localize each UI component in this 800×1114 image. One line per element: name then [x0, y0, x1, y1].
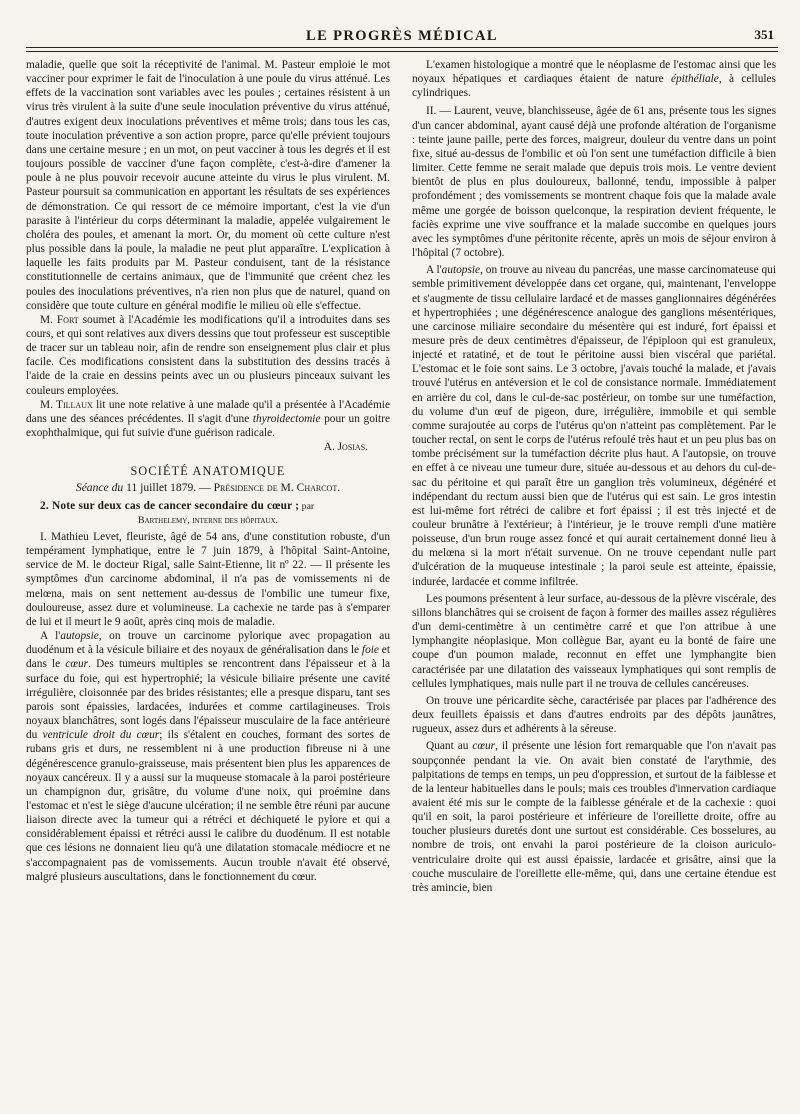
- heart-paragraph: [412, 739, 776, 895]
- histology-paragraph: [412, 58, 776, 100]
- session-line: [26, 481, 390, 495]
- pasteur-paragraph: maladie, quelle que soit la réceptivité de l'animal. M. Pasteur emploie le mot vacciner pour exprimer le fait de l'inoculation à une poule du virus atténué. Les effets de la vaccination sont variables avec les poules ; certaines résistent à un virus très virulent à la suite d'une seule inoculation préventive du virus atténué, d'autres exigent deux inoculations préventives et même trois; dans tous les cas, toute inoculation préventive a son action propre, parce qu'elle prévient toujours dans une certaine mesure ; en un mot, on peut vacciner à tous les degrés et il est toujours possible de vacciner d'une façon complète, c'est-à-dire d'amener la poule à ne plus pouvoir recevoir aucune atteinte du virus le plus virulent. M. Pasteur poursuit sa communication en apportant les résultats de ses expériences de démonstration. Ce qui ressort de ce mémoire important, c'est la vie d'un parasite à l'intérieur du corps déterminant la maladie, appelée vulgairement le choléra des poules, et amenant la mort. Or, du moment où cette culture n'est plus possible dans la poule, la maladie ne peut plut apparaître. L'explication à laquelle les faits produits par M. Pasteur conduisent, tant de la résistance constitutionnelle de certains animaux, que de l'immunité que créent chez les poules des inoculations préventives, n'a rien non plus que de naturel, quand on considère que toute culture en général modifie le milieu où elle s'effectue.: [26, 59, 390, 312]
- section-heading: SOCIÉTÉ ANATOMIQUE: [130, 464, 286, 479]
- paragraph-text: , à cellules cylindriques.: [412, 73, 776, 100]
- running-header: [26, 22, 778, 46]
- note-title: [26, 499, 390, 514]
- page-number: 351: [754, 27, 774, 42]
- session-president: 1879. — Présidence de M. Charcot.: [167, 480, 341, 494]
- paragraph-text: A l': [426, 264, 442, 277]
- paragraph-text: , on trouve au niveau du pancréas, une masse carcinomateuse qui semble primitivement développée dans cet organe, qui, maintenant, l'enveloppe et s'augmente de tissu cellulaire lardacé et de masses ganglionnaires dégénérées et hypertrophiées ; une dégénérescence analogue des ganglions mésentériques, une carcinose miliaire secondaire du mésentère qui est induré, fort épaissi et mesure près de deux centimètres d'épaisseur, de l'épiploon qui est granuleux, injecté et ratatiné, et de tout le péritoine aussi bien viscéral que pariétal. L'estomac et le foie sont sains. Le 3 octobre, j'avais touché la malade, et j'avais trouvé l'utérus en antéversion et le col de consistance normale. Immédiatement en arrière du col, dans le cul-de-sac postérieur, on tombe sur une tuméfaction, du volume d'un œuf de pigeon, dure, irrégulière, immobile et qui semble comme surajoutée au corps de l'utérus qu'on n'atteint pas complètement. Par le toucher rectal, on sent le corps de l'utérus refoulé très haut et un peu plus bas on tombe précisément sur la tuméfaction décrite plus haut. A l'autopsie, on trouve en effet à ce niveau une tumeur dure, située au-dessous et au dehors du cul-de-sac du péritoine et qui paraît être un ganglion très volumineux, dégénéré et indépendant du rectum aussi bien que de l'utérus qui est sain. Le gros intestin est lui-même fort rétréci de calibre et fort épaissi ; il est très injecté et de couleur brunâtre à l'extérieur; à l'intérieur, je le trouve rempli d'une matière poisseuse, d'un brun rouge assez foncé et qui aurait certainement donné lieu à du melœna si la mort n'était survenue. On ne trouve cependant nulle part d'ulcération de la muqueuse intestinale ; la paroi seule est atteinte, épaissie, indurée, lardacée et comme infiltrée.: [412, 264, 776, 588]
- paragraph-text: pour un goitre exophthalmique, qui fut suivie d'une guérison radicale.: [26, 412, 390, 440]
- paragraph-text: , on trouve un carcinome pylorique avec propagation au duodénum et à la vésicule biliaire et des noyaux de généralisation dans le: [26, 630, 390, 657]
- paragraph-text: A l': [40, 630, 61, 643]
- paragraph-text: . Des tumeurs multiples se rencontrent dans l'épaisseur et à la surface du foie, qui est hypertrophié; la vésicule biliaire présente une cavité irrégulière, cloisonnée par des brides résistantes; elle a presque disparu, tant ses parois sont épaissies, lardacées, indurées et comme cartilagineuses. Trois noyaux blanchâtres, sont logés dans l'épaisseur musculaire de la face antérieure du: [26, 658, 390, 742]
- paragraph-text: , il présente une lésion fort remarquable que l'on n'avait pas soupçonnée pendant la vie. On avait bien constaté de l'arythmie, des palpitations de temps en temps, un peu d'oppression, et surtout de la faiblesse et de la lenteur habituelles dans le pouls; mais ces troubles d'innervation cardiaque avaient été mis sur le compte de la faiblesse générale et de la cachexie : quoi qu'il en soit, la paroi postérieure et inférieure de l'oreillette droite, offre au toucher plusieurs duretés dont une surtout est considérable. Ces bosselures, au nombre de trois, ont envahi la paroi postérieure de la cloison auriculo-ventriculaire droite qui est aussi épaissie, lardacée et grisâtre, ainsi que la couche musculaire de l'oreillette elle-même, qui, dans une certaine étendue est très amincie, bien: [412, 740, 776, 894]
- autopsy-1-paragraph: [26, 629, 390, 884]
- note-par: par: [299, 500, 315, 512]
- note-author: [26, 514, 390, 528]
- case-2-paragraph: II. — Laurent, veuve, blanchisseuse, âgée de 61 ans, présente tous les signes d'un cancer abdominal, ayant causé déjà une profonde altération de l'organisme : teinte jaune paille, perte des forces, maigreur, douleur du ventre dans un point fixe, situé au-dessus de l'ombilic et où l'on sent une tuméfaction difficile à bien limiter. Cette femme ne serait malade que depuis trois mois. Le ventre devient bientôt de plus en plus douloureux, ballonné, tendu, impossible à palper profondément ; des vomissements se montrent chaque fois que la malade avale même une gorgée de boisson quelconque, la respiration devient fréquente, le faciès exprime une vive souffrance et la malade succombe en quelques jours avec les symptômes d'une péritonite récente, après un mois de séjour environ à l'hôpital (7 octobre).: [412, 105, 776, 260]
- paragraph-text: lit une note relative à une malade qu'il a présentée à l'Académie dans une des séances précédentes. Il s'agit d'une: [26, 398, 390, 425]
- emphasis-term: autopsie: [60, 630, 99, 643]
- header-rule-thin: [26, 51, 778, 52]
- paragraph-text: ; ils s'étalent en couches, formant des sortes de rubans gris et durs, ne ressemblent ni à une production fibreuse ni à une dégénérescence granulo-graisseuse, mais présentent bien plus les apparences de noyaux cancéreux. Il y a aussi sur la muqueuse stomacale à la paroi postérieure un champignon dur, grisâtre, du volume d'une noix, qui proémine dans l'estomac et n'est le siège d'aucune ulcération; il ne semble être réuni par aucune liaison directe avec la tumeur qui a rétréci et déchiqueté le pylore et qui a considérablement épaissi et rétréci aussi le calibre du duodénum. Il est notable que ces lésions ne donnaient lieu qu'à une dilatation stomacale médiocre et ne s'accompagnaient pas de vomissements. Aucun trouble n'avait été observé, malgré plusieurs auscultations, dans le fonctionnement du cœur.: [26, 729, 390, 883]
- fort-paragraph: [26, 313, 390, 398]
- case-1-paragraph: I. Mathieu Levet, fleuriste, âgé de 54 ans, d'une constitution robuste, d'un tempérament lymphatique, entre le 7 juin 1879, à l'hôpital Saint-Antoine, service de M. le docteur Rigal, salle Saint-Etienne, lit nº 22. — Il présente les symptômes d'un carcinome abdominal, il n'a pas de vomissements ni de melœna, mais on sent nettement au-dessus de l'ombilic une tumeur fixe, douloureuse, assez dure et volumineuse. La cachexie ne tarde pas à s'emparer de lui et il meurt le 9 août, après cinq mois de maladie.: [26, 531, 390, 628]
- note-author-text: Barthelemy, interne des hôpitaux.: [138, 514, 278, 526]
- journal-title: LE PROGRÈS MÉDICAL: [306, 28, 498, 44]
- session-label: Séance du: [75, 480, 124, 494]
- emphasis-term: autopsie: [441, 264, 481, 277]
- pericarditis-paragraph: On trouve une péricardite sèche, caractérisée par places par l'adhérence des deux feuillets épaissis et dans d'autres endroits par des dépôts jaunâtres, rugueux, assez durs et adhérents à la séreuse.: [412, 694, 776, 736]
- header-rule-thick: [26, 47, 778, 48]
- emphasis-term: ventricule droit du cœur: [42, 729, 160, 742]
- session-date: 11 juillet: [123, 480, 168, 494]
- right-column: [412, 58, 776, 1108]
- speaker-name: M. Tillaux: [40, 398, 93, 411]
- lungs-paragraph: Les poumons présentent à leur surface, au-dessous de la plèvre viscérale, des sillons blanchâtres qui se croisent de façon à former des mailles assez régulières d'un demi-centimètre à un centimètre carré et que l'on attribue à une lymphangite néoplasique. Mon collègue Bar, ayant eu la bonté de faire une coupe d'un poumon malade, reconnut en effet une lymphangite bien caractérisée par une dilatation des vaisseaux lymphatiques qui sont remplis de cellules lymphatiques, mais nulle part il ne trouva de cellules cancéreuses.: [412, 592, 776, 690]
- paragraph-text: Quant au: [426, 740, 473, 753]
- emphasis-term: épithéliale: [670, 73, 719, 86]
- emphasis-term: thyroidectomie: [252, 412, 321, 425]
- emphasis-term: cœur: [472, 740, 496, 753]
- paragraph-text: et dans le: [26, 644, 390, 671]
- paragraph-text: L'examen histologique a montré que le néoplasme de l'estomac ainsi que les noyaux hépatiques et cardiaques étaient de nature: [412, 59, 776, 86]
- autopsy-2-paragraph: [412, 263, 776, 589]
- speaker-name: M. Fort: [40, 313, 79, 326]
- emphasis-term: foie: [361, 644, 379, 657]
- left-column: [26, 58, 390, 1108]
- paragraph-text: soumet à l'Académie les modifications qu'il a introduites dans ses cours, et qui sont relatives aux divers dessins que tout professeur est susceptible de tracer sur un tableau noir, afin de rendre son enseignement plus clair et plus facile. Ces modifications consistent dans la substitution des dessins tracés à l'aide de la craie en dessins peints avec un ou plusieurs pinceaux suivant les couleurs employées.: [26, 313, 390, 397]
- note-title-text: 2. Note sur deux cas de cancer secondaire du cœur ;: [40, 499, 300, 512]
- tillaux-paragraph: [26, 398, 390, 440]
- emphasis-term: cœur: [65, 658, 89, 671]
- author-signature: A. Josias.: [323, 441, 368, 454]
